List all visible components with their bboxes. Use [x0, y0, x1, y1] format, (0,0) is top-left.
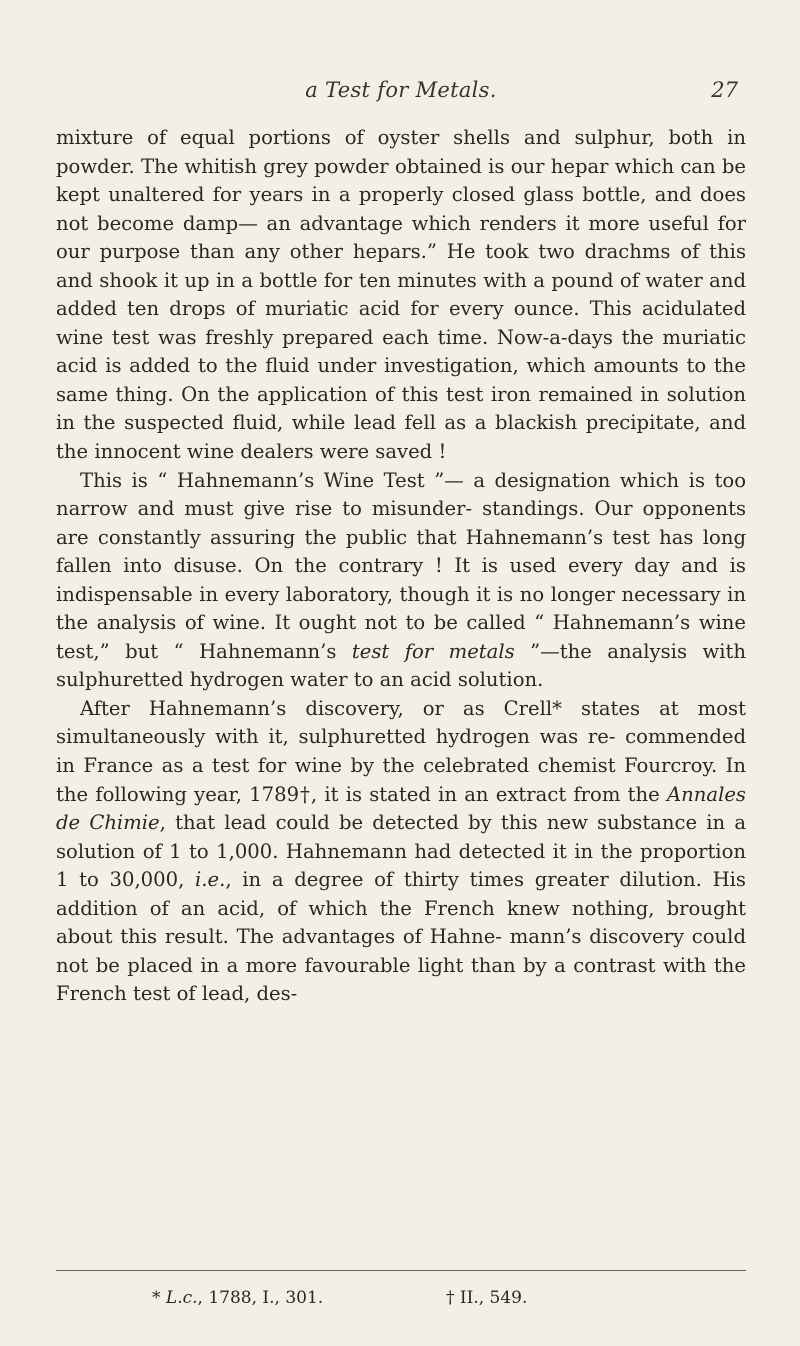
- text-segment: After Hahnemann’s discovery, or as Crell* states at most simultaneously with it, sulphuretted hydrogen was re- commended in France as a test for wine by the celebrated chemist Fourcroy. In the following year, 1789†, it is stated in an extract from the: [56, 696, 746, 806]
- footnote-ref: L.c.: [165, 1288, 198, 1308]
- footnote-marker: *: [152, 1288, 166, 1308]
- footnote-text: II., 549.: [459, 1288, 528, 1308]
- page-number: 27: [711, 78, 738, 102]
- footnote-annales: [446, 1288, 527, 1308]
- text-segment: This is “ Hahnemann’s Wine Test ”— a designation which is too narrow and must give rise to misunder- standings. Our opponents are constantly assuring the public that Hahnemann’s test has long fallen into disuse. On the contrary ! It is used every day and is indispensable in every laboratory, though it is no longer necessary in the analysis of wine. It ought not to be called “ Hahnemann’s wine test,” but “ Hahnemann’s: [56, 468, 746, 663]
- footnote-rule: [56, 1270, 746, 1271]
- body-text: [56, 124, 746, 1009]
- running-head: [56, 78, 746, 112]
- footnote-marker: †: [446, 1288, 460, 1308]
- italic-segment: test for metals: [351, 639, 515, 663]
- italic-segment: Annales de Chimie: [56, 782, 746, 835]
- text-segment: mixture of equal portions of oyster shells and sulphur, both in powder. The whitish grey powder obtained is our hepar which can be kept unaltered for years in a properly closed glass bottle, and does not become damp— an advantage which renders it more useful for our purpose than any other hepars.” He took two drachms of this and shook it up in a bottle for ten minutes with a pound of water and added ten drops of muriatic acid for every ounce. This acidulated wine test was freshly prepared each time. Now-a-days the muriatic acid is added to the fluid under investigation, which amounts to the same thing. On the application of this test iron remained in solution in the suspected fluid, while lead fell as a blackish precipitate, and the innocent wine dealers were saved !: [56, 126, 746, 464]
- text-segment: ”—the analysis with sulphuretted hydrogen water to an acid solution.: [56, 639, 746, 692]
- footnotes: [56, 1288, 746, 1316]
- italic-segment: i.e.: [195, 868, 226, 892]
- text-segment: , that lead could be detected by this new substance in a solution of 1 to 1,000. Hahnemann had detected it in the proportion 1 to 30,000,: [56, 811, 746, 892]
- paragraph: [56, 467, 746, 695]
- footnote-text: , 1788, I., 301.: [197, 1288, 324, 1308]
- running-title: a Test for Metals.: [305, 78, 497, 102]
- paragraph: [56, 695, 746, 1009]
- text-segment: , in a degree of thirty times greater dilution. His addition of an acid, of which the French knew nothing, brought about this result. The advantages of Hahne- mann’s discovery could not be placed in a more favourable light than by a contrast with the French test of lead, des-: [56, 868, 746, 1006]
- footnote-crell: [152, 1288, 323, 1308]
- paragraph: [56, 124, 746, 467]
